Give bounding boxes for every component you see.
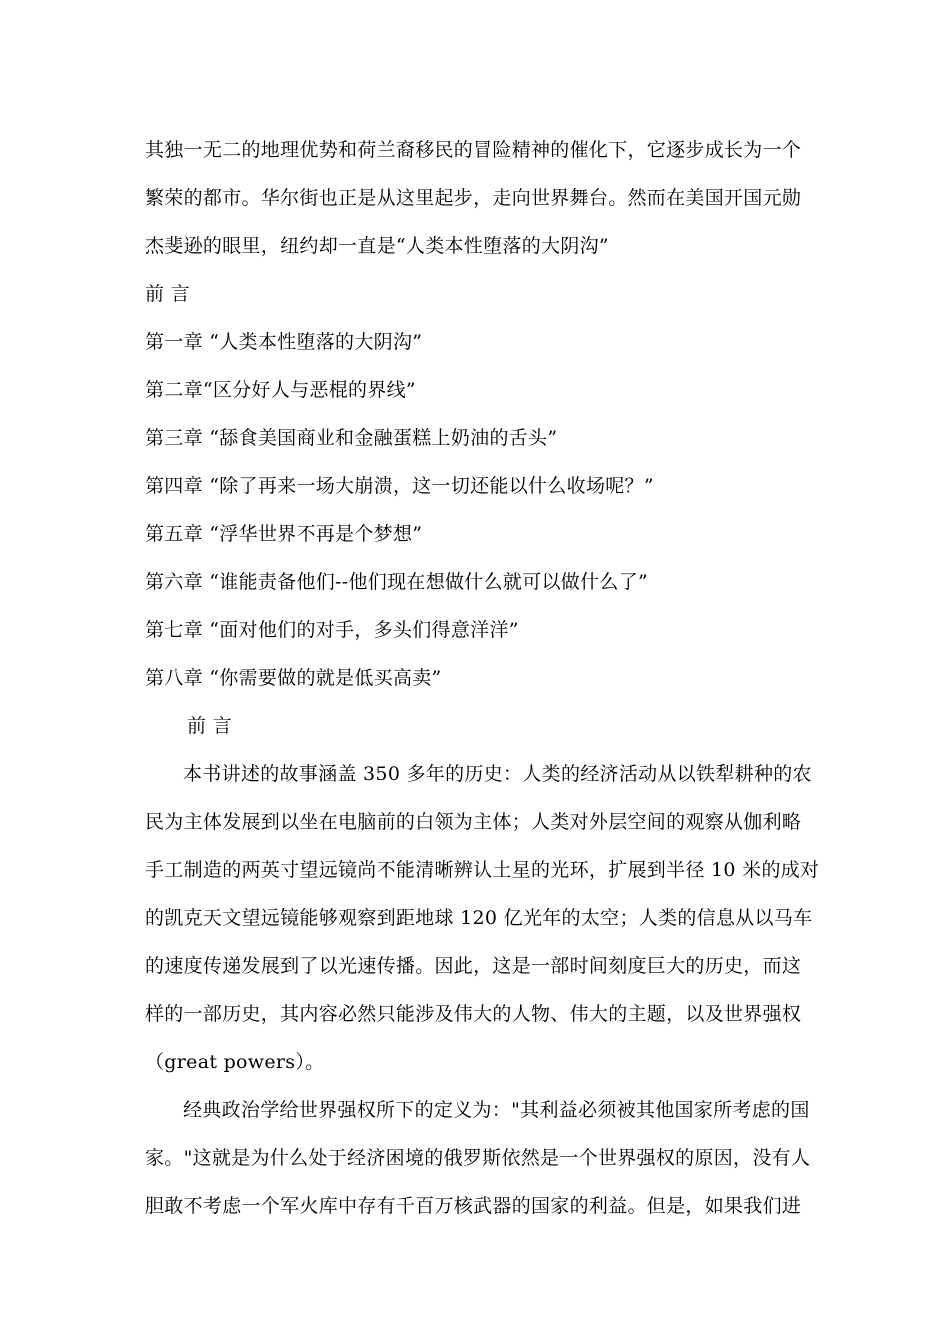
toc-chapter-5: 第五章 “浮华世界不再是个梦想”: [145, 523, 423, 545]
toc-chapter-4: 第四章 “除了再来一场大崩溃，这一切还能以什么收场呢？”: [145, 475, 654, 497]
preface-paragraph-1: [145, 750, 820, 1086]
toc-chapter-1: 第一章 “人类本性堕落的大阴沟”: [145, 331, 423, 353]
preface-p1-line-2: 民为主体发展到以坐在电脑前的白领为主体；人类对外层空间的观察从伽利略: [145, 811, 802, 833]
preface-p2-line-3: 胆敢不考虑一个军火库中存有千百万核武器的国家的利益。但是，如果我们进: [145, 1195, 802, 1217]
toc-chapter-8: 第八章 “你需要做的就是低买高卖”: [145, 667, 442, 689]
preface-heading: 前 言: [187, 715, 232, 737]
intro-paragraph: [145, 126, 809, 270]
preface-p1-line-6: 样的一部历史，其内容必然只能涉及伟大的人物、伟大的主题，以及世界强权: [145, 1003, 802, 1025]
preface-p2-line-2: 家。"这就是为什么处于经济困境的俄罗斯依然是一个世界强权的原因，没有人: [145, 1147, 811, 1169]
preface-p1-line-1: 本书讲述的故事涵盖 350 多年的历史：人类的经济活动从以铁犁耕种的农: [183, 763, 812, 785]
intro-line-3: 杰斐逊的眼里，纽约却一直是“人类本性堕落的大阴沟”: [145, 235, 609, 257]
preface-p1-line-5: 的速度传递发展到了以光速传播。因此，这是一部时间刻度巨大的历史，而这: [145, 955, 802, 977]
toc-chapter-6: 第六章 “谁能责备他们--他们现在想做什么就可以做什么了”: [145, 571, 649, 593]
preface-p1-line-7: （great powers）。: [145, 1051, 325, 1073]
toc-chapter-2: 第二章“区分好人与恶棍的界线”: [145, 379, 416, 401]
toc-heading: 前 言: [145, 283, 190, 305]
preface-section: [145, 702, 820, 1230]
preface-paragraph-2: [145, 1086, 809, 1230]
table-of-contents: [145, 270, 809, 702]
preface-p1-line-4: 的凯克天文望远镜能够观察到距地球 120 亿光年的太空；人类的信息从以马车: [145, 907, 813, 929]
preface-p1-line-3: 手工制造的两英寸望远镜尚不能清晰辨认土星的光环，扩展到半径 10 米的成对: [145, 859, 820, 881]
intro-line-1: 其独一无二的地理优势和荷兰裔移民的冒险精神的催化下，它逐步成长为一个: [145, 139, 802, 161]
toc-chapter-3: 第三章 “舔食美国商业和金融蛋糕上奶油的舌头”: [145, 427, 558, 449]
toc-chapter-7: 第七章 “面对他们的对手，多头们得意洋洋”: [145, 619, 519, 641]
document-page: [145, 126, 820, 1230]
preface-p2-line-1: 经典政治学给世界强权所下的定义为："其利益必须被其他国家所考虑的国: [183, 1099, 810, 1121]
intro-line-2: 繁荣的都市。华尔街也正是从这里起步，走向世界舞台。然而在美国开国元勋: [145, 187, 802, 209]
